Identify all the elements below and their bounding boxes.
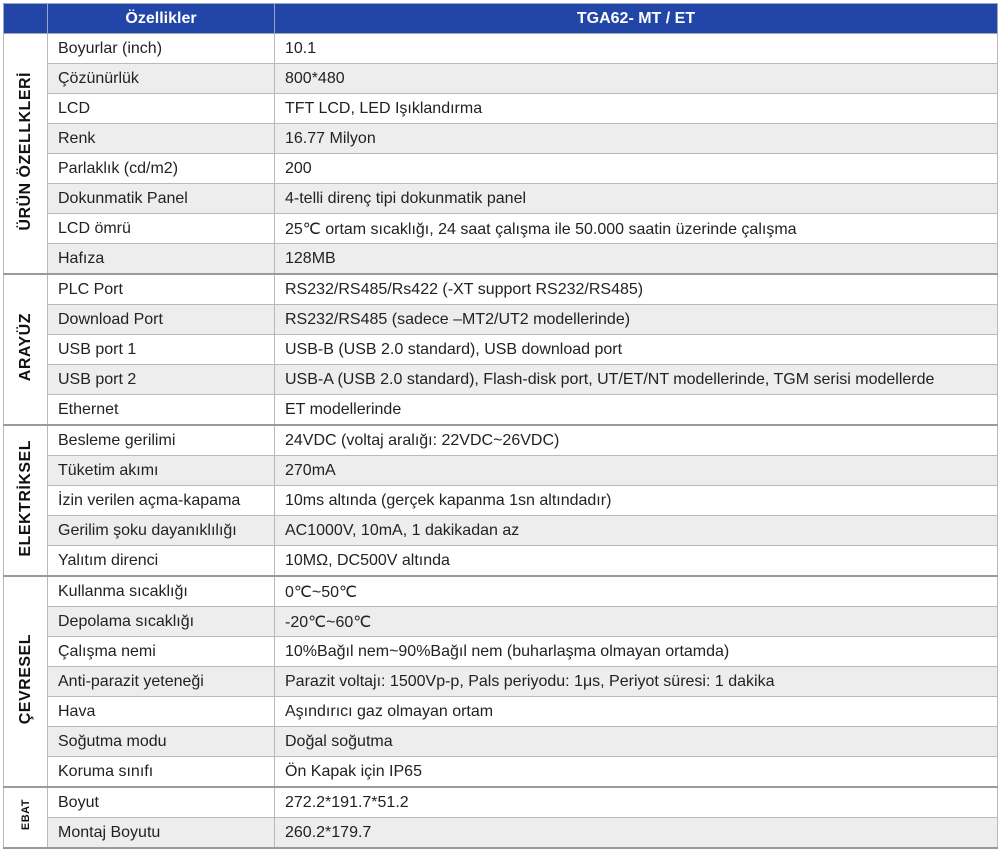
table-row [4, 64, 998, 94]
table-row [4, 546, 998, 577]
group-label-cevresel [4, 576, 48, 787]
table-row [4, 667, 998, 697]
spec-name: Koruma sınıfı [48, 757, 275, 788]
spec-table [3, 3, 998, 849]
group-label-urun-ozellikleri [4, 34, 48, 275]
table-row [4, 576, 998, 607]
spec-name: Montaj Boyutu [48, 818, 275, 849]
spec-name: Çalışma nemi [48, 637, 275, 667]
group-label-elektriksel [4, 425, 48, 576]
spec-name: Hava [48, 697, 275, 727]
spec-name: LCD [48, 94, 275, 124]
table-row [4, 787, 998, 818]
spec-value: 10MΩ, DC500V altında [275, 546, 998, 577]
table-row [4, 486, 998, 516]
spec-name: Kullanma sıcaklığı [48, 576, 275, 607]
table-row [4, 425, 998, 456]
table-row [4, 305, 998, 335]
spec-name: İzin verilen açma-kapama [48, 486, 275, 516]
table-row [4, 365, 998, 395]
spec-value: 24VDC (voltaj aralığı: 22VDC~26VDC) [275, 425, 998, 456]
spec-value: Ön Kapak için IP65 [275, 757, 998, 788]
table-row [4, 184, 998, 214]
spec-value: 4-telli direnç tipi dokunmatik panel [275, 184, 998, 214]
header-model: TGA62- MT / ET [275, 4, 998, 34]
group-label-text: ELEKTRİKSEL [16, 439, 34, 557]
spec-name: Tüketim akımı [48, 456, 275, 486]
spec-value: 800*480 [275, 64, 998, 94]
spec-name: Depolama sıcaklığı [48, 607, 275, 637]
group-label-ebat [4, 787, 48, 848]
spec-value: USB-A (USB 2.0 standard), Flash-disk port, UT/ET/NT modellerinde, TGM serisi modellerde [275, 365, 998, 395]
spec-name: Soğutma modu [48, 727, 275, 757]
spec-name: USB port 2 [48, 365, 275, 395]
spec-value: 260.2*179.7 [275, 818, 998, 849]
table-row [4, 214, 998, 244]
table-row [4, 94, 998, 124]
spec-value: 25℃ ortam sıcaklığı, 24 saat çalışma ile 50.000 saatin üzerinde çalışma [275, 214, 998, 244]
spec-value: 10ms altında (gerçek kapanma 1sn altındadır) [275, 486, 998, 516]
spec-value: Aşındırıcı gaz olmayan ortam [275, 697, 998, 727]
table-row [4, 607, 998, 637]
spec-value: AC1000V, 10mA, 1 dakikadan az [275, 516, 998, 546]
spec-name: Çözünürlük [48, 64, 275, 94]
spec-value: 10.1 [275, 34, 998, 64]
spec-value: 270mA [275, 456, 998, 486]
table-row [4, 757, 998, 788]
table-row [4, 395, 998, 426]
spec-name: Besleme gerilimi [48, 425, 275, 456]
spec-name: Parlaklık (cd/m2) [48, 154, 275, 184]
spec-name: Yalıtım direnci [48, 546, 275, 577]
spec-value: RS232/RS485 (sadece –MT2/UT2 modellerinde) [275, 305, 998, 335]
group-label-text: ARAYÜZ [16, 312, 34, 382]
spec-value: 272.2*191.7*51.2 [275, 787, 998, 818]
table-row [4, 244, 998, 275]
table-body [4, 34, 998, 849]
table-row [4, 274, 998, 305]
spec-name: LCD ömrü [48, 214, 275, 244]
table-row [4, 637, 998, 667]
spec-value: TFT LCD, LED Işıklandırma [275, 94, 998, 124]
group-label-text: EBAT [19, 799, 32, 831]
table-header [4, 4, 998, 34]
spec-name: Renk [48, 124, 275, 154]
spec-value: ET modellerinde [275, 395, 998, 426]
spec-name: USB port 1 [48, 335, 275, 365]
table-row [4, 727, 998, 757]
table-row [4, 335, 998, 365]
spec-name: Dokunmatik Panel [48, 184, 275, 214]
spec-value: 10%Bağıl nem~90%Bağıl nem (buharlaşma olmayan ortamda) [275, 637, 998, 667]
header-spacer [4, 4, 48, 34]
spec-value: RS232/RS485/Rs422 (-XT support RS232/RS485) [275, 274, 998, 305]
group-label-arayuz [4, 274, 48, 425]
table-row [4, 818, 998, 849]
table-row [4, 124, 998, 154]
spec-name: PLC Port [48, 274, 275, 305]
spec-name: Boyut [48, 787, 275, 818]
table-row [4, 34, 998, 64]
table-row [4, 154, 998, 184]
group-label-text: ÜRÜN ÖZELLKLERİ [16, 71, 34, 231]
spec-name: Gerilim şoku dayanıklılığı [48, 516, 275, 546]
spec-value: 200 [275, 154, 998, 184]
spec-value: 128MB [275, 244, 998, 275]
header-row [4, 4, 998, 34]
header-features: Özellikler [48, 4, 275, 34]
spec-name: Ethernet [48, 395, 275, 426]
spec-value: Parazit voltajı: 1500Vp-p, Pals periyodu: 1μs, Periyot süresi: 1 dakika [275, 667, 998, 697]
spec-name: Download Port [48, 305, 275, 335]
spec-value: -20℃~60℃ [275, 607, 998, 637]
group-label-text: ÇEVRESEL [16, 633, 34, 725]
table-row [4, 697, 998, 727]
spec-value: 16.77 Milyon [275, 124, 998, 154]
spec-name: Boyurlar (inch) [48, 34, 275, 64]
table-row [4, 456, 998, 486]
spec-value: 0℃~50℃ [275, 576, 998, 607]
spec-name: Hafıza [48, 244, 275, 275]
spec-value: Doğal soğutma [275, 727, 998, 757]
spec-name: Anti-parazit yeteneği [48, 667, 275, 697]
spec-value: USB-B (USB 2.0 standard), USB download port [275, 335, 998, 365]
table-row [4, 516, 998, 546]
